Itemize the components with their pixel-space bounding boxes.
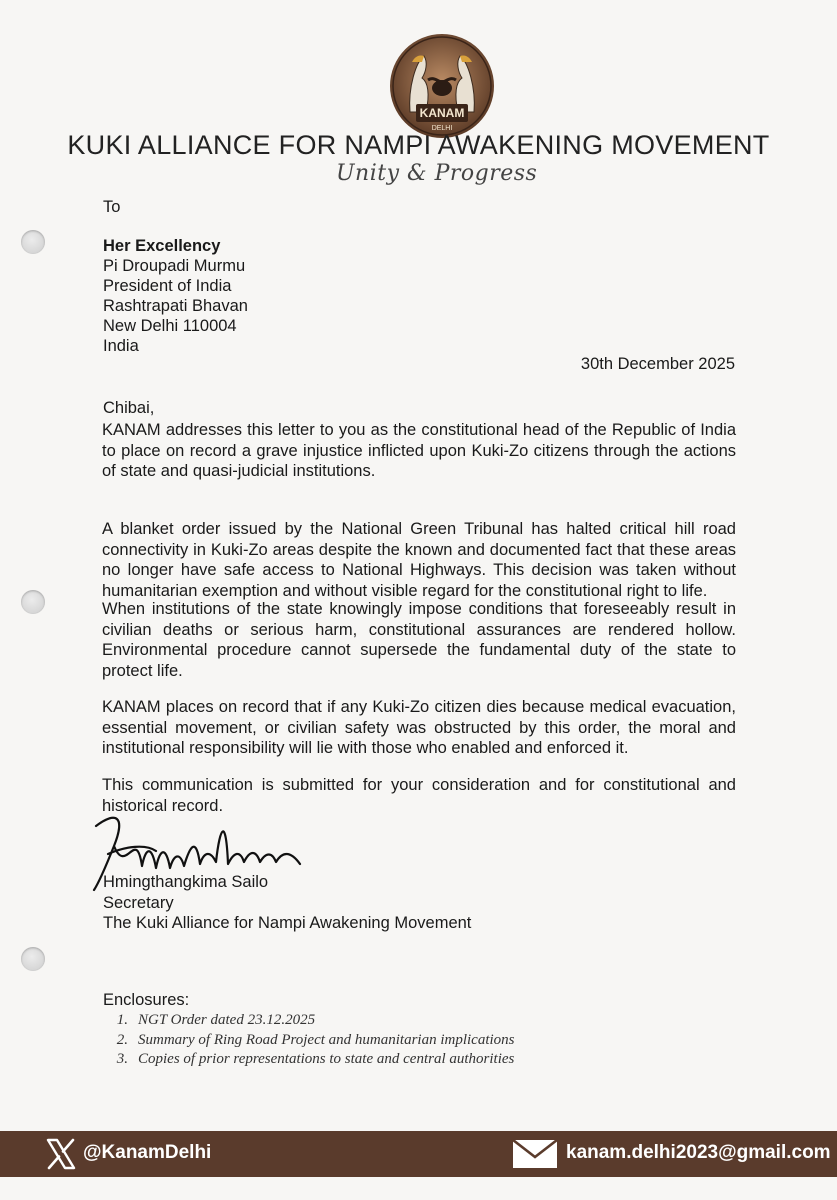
body-paragraph: KANAM addresses this letter to you as the constitutional head of the Republic of India to place on record a grave injustice inflicted upon Kuki-Zo citizens through the actions of state and quasi-judicial institutions.	[102, 421, 736, 480]
punch-hole	[21, 947, 45, 971]
x-twitter-icon	[46, 1138, 76, 1170]
salutation: Chibai,	[103, 399, 155, 417]
recipient-address	[103, 236, 248, 356]
signature-block	[103, 872, 471, 934]
svg-text:KANAM: KANAM	[419, 106, 465, 120]
svg-text:DELHI: DELHI	[431, 125, 453, 132]
list-item: 3. Copies of prior representations to state and central authorities	[116, 1051, 515, 1067]
recipient-country: India	[103, 337, 139, 355]
recipient-title: Her Excellency	[103, 237, 221, 255]
recipient-city: New Delhi 110004	[103, 317, 237, 335]
enclosures-list	[103, 1011, 515, 1070]
enclosures-title: Enclosures:	[103, 991, 190, 1009]
motto: Unity & Progress	[336, 161, 538, 186]
to-label: To	[103, 198, 121, 216]
mail-icon	[512, 1139, 558, 1169]
body-paragraph: KANAM places on record that if any Kuki-Zo citizen dies because medical evacuation, essential movement, or civilian safety was obstructed by this order, the moral and institutional responsibility will lie with those who enabled and enforced it.	[102, 698, 736, 757]
punch-hole	[21, 230, 45, 254]
letter-date: 30th December 2025	[580, 355, 735, 373]
signatory-role: Secretary	[103, 893, 174, 912]
contact-email[interactable]: kanam.delhi2023@gmail.com	[566, 1142, 831, 1163]
contact-footer	[0, 1131, 837, 1177]
body-paragraph: A blanket order issued by the National Green Tribunal has halted critical hill road connectivity in Kuki-Zo areas despite the known and documented fact that these areas no longer have safe access to National Highways. This decision was taken without humanitarian exemption and without visible regard for the constitutional right to life.	[102, 520, 736, 600]
punch-hole	[21, 590, 45, 614]
twitter-handle[interactable]: @KanamDelhi	[83, 1142, 212, 1163]
list-item: 2. Summary of Ring Road Project and humanitarian implications	[116, 1031, 515, 1048]
recipient-name: Pi Droupadi Murmu	[103, 257, 246, 275]
body-paragraph: When institutions of the state knowingly impose conditions that foreseeably result in civilian deaths or serious harm, constitutional assurances are rendered hollow. Environmental procedure cannot supersede the fundamental duty of the state to protect life.	[102, 600, 736, 680]
organization-name: KUKI ALLIANCE FOR NAMPI AWAKENING MOVEMENT	[67, 130, 770, 160]
kanam-logo	[388, 32, 496, 140]
list-item: 1. NGT Order dated 23.12.2025	[116, 1012, 316, 1028]
body-paragraph: This communication is submitted for your consideration and for constitutional and historical record.	[102, 776, 736, 815]
signatory-organization: The Kuki Alliance for Nampi Awakening Movement	[103, 914, 472, 932]
signatory-name: Hmingthangkima Sailo	[103, 873, 269, 891]
recipient-position: President of India	[103, 277, 232, 295]
recipient-building: Rashtrapati Bhavan	[103, 297, 248, 315]
